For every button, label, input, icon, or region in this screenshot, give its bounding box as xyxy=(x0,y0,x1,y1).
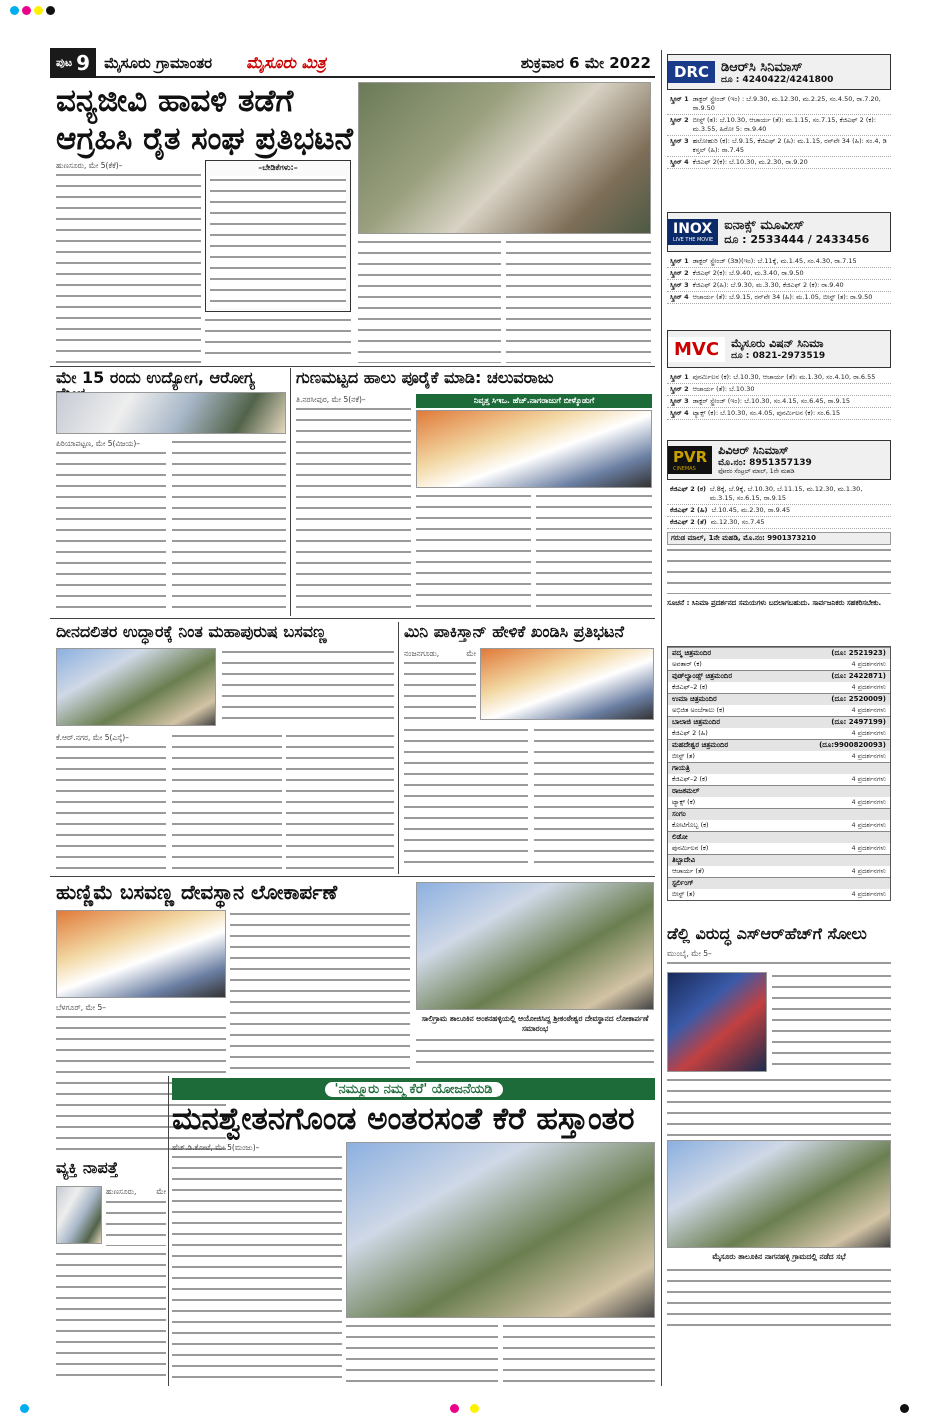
story7-dateline: ಹೆಚ್.ಡಿ.ಕೋಟೆ, ಮೇ 5(ಮಂಜು)– xyxy=(172,1143,260,1152)
listing-shows: 4 ಪ್ರದರ್ಶನಗಳು xyxy=(851,706,886,714)
story7-kicker: 'ನಮ್ಮೂರು ನಮ್ಮ ಕೆರೆ' ಯೋಜನೆಯಡಿ xyxy=(325,1082,503,1097)
listing-movie-title: ಕೆಜಿಎಫ್ 2 (ಹಿ) xyxy=(672,729,708,737)
story8-body-top xyxy=(106,1198,166,1246)
listing-movie-title: ಕೋಟಿಗೊಬ್ಬ (ಕ) xyxy=(672,821,709,829)
story5-photo xyxy=(480,648,654,720)
listing-movie xyxy=(668,659,890,670)
listing-theatre-phone: (ದೂ: 2521923) xyxy=(831,649,886,657)
listing-theatre-phone: (ದೂ:9900820093) xyxy=(819,741,886,749)
page-number: 9 xyxy=(76,51,91,75)
showtime-row: ಸ್ಕ್ರೀನ್ 1 ಡಾಕ್ಟರ್ ಸ್ಟ್ರೇಂಜ್ (3ಡಿ)(ಇಂ): ಬೆ.11ಕ್ಕೆ, ಮ.1.45, ಸಂ.4.30, ರಾ.7.15 xyxy=(667,256,891,268)
mvc-showtimes xyxy=(667,372,891,420)
registration-mark xyxy=(10,6,19,15)
page-number-box xyxy=(50,48,96,78)
pvr-address: ಫೋರಂ ಸೆಂಟ್ರಲ್ ಮಾಲ್, 1ನೇ ಮಹಡಿ xyxy=(718,468,795,475)
drc-name: ಡಿಆರ್‌ಸಿ ಸಿನಿಮಾಸ್ xyxy=(721,59,803,75)
listing-movie xyxy=(668,889,890,900)
demands-body xyxy=(210,176,346,308)
story2-photo xyxy=(56,392,286,434)
lead-body-col3 xyxy=(358,238,501,363)
story4-body-col1 xyxy=(56,743,166,871)
listing-theatre-phone: (ದೂ: 2497199) xyxy=(831,718,886,726)
listing-theatre-name: ಸಂಗಂ xyxy=(672,810,686,818)
inox-name: ಐನಾಕ್ಸ್ ಮೂವೀಸ್ xyxy=(724,217,805,233)
showtime-row: ಸ್ಕ್ರೀನ್ 1 ಪುನರ್ಮಿಲನ (ಕ): ಬೆ.10.30, ಆಚಾರ್ಯ (ತೆ): ಮ.1.30, ಸಂ.4.10, ರಾ.6.55 xyxy=(667,372,891,384)
story3-headline: ಗುಣಮಟ್ಟದ ಹಾಲು ಪೂರೈಕೆ ಮಾಡಿ: ಚಲುವರಾಜು xyxy=(296,368,554,387)
listing-movie xyxy=(668,774,890,785)
showtime-row: ಸ್ಕ್ರೀನ್ 1 ಡಾಕ್ಟರ್ ಸ್ಟ್ರೇಂಜ್ (ಇಂ) : ಬೆ.9.30, ಮ.12.30, ಮ.2.25, ಸಂ.4.50, ರಾ.7.20, ರಾ.9.50 xyxy=(667,94,891,115)
mvc-name: ಮೈಸೂರು ವಿಷನ್ ಸಿನಿಮಾ xyxy=(731,337,824,350)
demands-title: –ಬೇಡಿಕೆಗಳು:– xyxy=(258,163,298,172)
story5-body-col2 xyxy=(534,726,654,871)
issue-date: ಶುಕ್ರವಾರ 6 ಮೇ 2022 xyxy=(520,54,651,72)
showtime-row: ಸ್ಕ್ರೀನ್ 2 ಕೆಜಿಎಫ್ 2(ಕ): ಬೆ.9.40, ಮ.3.40, ರಾ.9.50 xyxy=(667,268,891,280)
listing-theatre xyxy=(668,762,890,774)
pvr-phone: ಮೊ.ನಂ: 8951357139 xyxy=(718,458,812,468)
divider xyxy=(168,1076,169,1386)
story8-body xyxy=(56,1250,166,1384)
listing-shows: 4 ಪ್ರದರ್ಶನಗಳು xyxy=(851,660,886,668)
story9-headline: ಡೆಲ್ಲಿ ವಿರುದ್ಧ ಎಸ್‌ಆರ್‌ಹೆಚ್‌ಗೆ ಸೋಲು xyxy=(667,924,867,943)
showtime-row: ಸ್ಕ್ರೀನ್ 4 ಆಚಾರ್ಯ (ತೆ): ಬೆ.9.15, ರನ್‌ವೇ 34 (ಹಿ): ಮ.1.05, ಬೀಸ್ಟ್ (ತ): ರಾ.9.50 xyxy=(667,292,891,304)
lead-body-col4 xyxy=(506,238,651,363)
inox-phone: ದೂ : 2533444 / 2433456 xyxy=(724,232,870,246)
listing-theatre-name: ಗಾಯತ್ರಿ xyxy=(672,764,690,772)
showtime-row: ಸ್ಕ್ರೀನ್ 3 ಹಲೋಹುರಿ (ಕ): ಬೆ.9.15, ಕೆಜಿಎಫ್ 2 (ಹಿ): ಮ.1.15, ರನ್‌ವೇ 34 (ಹಿ): ಸಂ.4, ಡಿ ಕಸ್ತಲ್ (ಹಿ): ರಾ.7.45 xyxy=(667,136,891,157)
story4-photo xyxy=(56,648,216,726)
listing-movie xyxy=(668,705,890,716)
lead-photo xyxy=(358,82,651,234)
story6-photo-right xyxy=(416,882,654,1010)
mvc-phone: ದೂ : 0821-2973519 xyxy=(731,351,826,361)
showtime-row: ಸ್ಕ್ರೀನ್ 2 ಬೀಸ್ಟ್ (ತ): ಬೆ.10.30, ಆಚಾರ್ಯ (ತೆ): ಮ.1.15, ಸಂ.7.15, ಕೆಜಿಎಫ್ 2 (ಕ): ಮ.3.55, ಹಿರೋ 5: ರಾ.9.40 xyxy=(667,115,891,136)
story7-body-col1 xyxy=(172,1153,342,1383)
story7-body-col2 xyxy=(346,1322,498,1382)
listing-movie xyxy=(668,728,890,739)
listing-theatre xyxy=(668,670,890,682)
listing-movie-title: ಅವತಾರ್ (ಕ) xyxy=(672,660,702,668)
listing-shows: 4 ಪ್ರದರ್ಶನಗಳು xyxy=(851,775,886,783)
demands-box xyxy=(205,160,351,312)
divider xyxy=(661,50,662,1386)
lead-headline-line2: ಆಗ್ರಹಿಸಿ ರೈತ ಸಂಘ ಪ್ರತಿಭಟನೆ xyxy=(56,121,353,157)
story9-photo xyxy=(667,972,767,1072)
story7-body-col3 xyxy=(503,1322,655,1382)
masthead: ಮೈಸೂರು ಮಿತ್ರ xyxy=(246,53,326,72)
page-header xyxy=(50,50,655,78)
listing-theatre-name: ಲಿಡೋ xyxy=(672,833,688,841)
story5-dateline: ನಂಜನಗೂಡು, ಮೇ xyxy=(404,649,476,658)
pvr-header xyxy=(667,440,891,480)
showtime-row: ಸ್ಕ್ರೀನ್ 4 ಕೆಜಿಎಫ್ 2(ಕ): ಬೆ.10.30, ಮ.2.30, ರಾ.9.20 xyxy=(667,157,891,169)
listing-shows: 4 ಪ್ರದರ್ಶನಗಳು xyxy=(851,729,886,737)
divider xyxy=(50,366,655,367)
story4-body-top xyxy=(222,648,394,728)
story3-dateline: ತಿ.ನರಸೀಪುರ, ಮೇ 5(ನಕೆ)– xyxy=(296,395,366,404)
listing-movie xyxy=(668,820,890,831)
listing-shows: 4 ಪ್ರದರ್ಶನಗಳು xyxy=(851,844,886,852)
lead-body-col1 xyxy=(56,171,201,363)
listing-shows: 4 ಪ್ರದರ್ಶನಗಳು xyxy=(851,821,886,829)
lead-dateline: ಹುಣಸೂರು, ಮೇ 5(ಕೆಕೆ)– xyxy=(56,161,123,170)
divider xyxy=(50,876,655,877)
section-title: ಮೈಸೂರು ಗ್ರಾಮಾಂತರ xyxy=(104,54,213,72)
story10-photo xyxy=(667,1140,891,1248)
listing-movie xyxy=(668,751,890,762)
story7-photo xyxy=(346,1142,655,1318)
mvc-header xyxy=(667,330,891,368)
registration-mark xyxy=(20,1404,29,1413)
listing-movie xyxy=(668,866,890,877)
story9-body xyxy=(667,1076,891,1136)
story2-dateline: ಪಿರಿಯಾಪಟ್ಟಣ, ಮೇ 5(ವಿಜಯ)– xyxy=(56,439,141,448)
listing-movie xyxy=(668,843,890,854)
story9-body-top xyxy=(667,959,891,969)
story4-headline: ದೀನದಲಿತರ ಉದ್ಧಾರಕ್ಕೆ ನಿಂತ ಮಹಾಪುರುಷ ಬಸವಣ್ಣ xyxy=(56,622,327,641)
listing-theatre xyxy=(668,877,890,889)
story2-body-col1 xyxy=(56,449,166,615)
listing-theatre xyxy=(668,739,890,751)
registration-mark xyxy=(22,6,31,15)
inox-header xyxy=(667,212,891,252)
listing-theatre xyxy=(668,693,890,705)
mvc-logo: MVC xyxy=(668,337,725,362)
page-word: ಪುಟ xyxy=(56,56,73,69)
story3-photo xyxy=(416,410,652,488)
cinema-notice: ಸೂಚನೆ : ಸಿನಿಮಾ ಪ್ರದರ್ಶನದ ಸಮಯಗಳು ಬದಲಾಗಬಹುದು. ಸಾರ್ವಜನಿಕರು ಸಹಕರಿಸಬೇಕು. xyxy=(667,599,882,607)
story6-dateline: ಬೆಳಗೂರ್, ಮೇ 5– xyxy=(56,1003,107,1012)
listing-theatre xyxy=(668,647,890,659)
listing-theatre-name: ಪದ್ಮ ಚಿತ್ರಮಂದಿರ xyxy=(672,649,712,657)
inox-logo: INOX xyxy=(673,221,713,237)
story8-photo xyxy=(56,1186,102,1244)
listing-shows: 4 ಪ್ರದರ್ಶನಗಳು xyxy=(851,867,886,875)
story7-kicker-band xyxy=(172,1078,655,1100)
story4-dateline: ಕೆ.ಆರ್.ನಗರ, ಮೇ 5(ಎಸ್ಕೆ)– xyxy=(56,733,129,742)
story8-headline: ವ್ಯಕ್ತಿ ನಾಪತ್ತೆ xyxy=(56,1158,119,1177)
story6-photo-caption: ಸಾಲಿಗ್ರಾಮ ತಾಲೂಕಿನ ಅಂಕನಹಳ್ಳಿಯಲ್ಲಿ ಆಯೋಜಿಸಿದ್ದ ಶ್ರೀಕಂಠೇಶ್ವರ ದೇವಸ್ಥಾನದ ಲೋಕಾರ್ಪಣೆ ಸಮಾರಂಭ xyxy=(421,1014,649,1033)
listing-movie-title: ಬೀಸ್ಟ್ (ತ) xyxy=(672,890,695,898)
drc-phone: ದೂ : 4240422/4241800 xyxy=(721,74,834,85)
listing-shows: 4 ಪ್ರದರ್ಶನಗಳು xyxy=(851,683,886,691)
story10-photo-caption: ಮೈಸೂರು ತಾಲೂಕಿನ ನಾಗನಹಳ್ಳಿ ಗ್ರಾಮದಲ್ಲಿ ನಡೆದ ಸಭೆ xyxy=(712,1252,846,1261)
inox-showtimes xyxy=(667,256,891,304)
story5-body-top xyxy=(404,659,476,721)
pvr-showtimes xyxy=(667,484,891,529)
story2-headline: ಮೇ 15 ರಂದು ಉದ್ಯೋಗ, ಆರೋಗ್ಯ xyxy=(56,368,255,387)
pvr-sub: CINEMAS xyxy=(673,466,696,472)
listing-movie-title: ಕೆಜಿಎಫ್–2 (ಕ) xyxy=(672,683,708,691)
story3-body-col2 xyxy=(416,492,531,615)
listing-movie xyxy=(668,682,890,693)
listing-theatre-phone: (ದೂ: 2422871) xyxy=(831,672,886,680)
story6-photo-left xyxy=(56,910,226,998)
listing-theatre-phone: (ದೂ: 2520009) xyxy=(831,695,886,703)
story6-headline: ಹುಣ್ಣಿಮೆ ಬಸವಣ್ಣ ದೇವಸ್ಥಾನ ಲೋಕಾರ್ಪಣೆ xyxy=(56,880,338,904)
lead-headline-line1: ವನ್ಯಜೀವಿ ಹಾವಳಿ ತಡೆಗೆ xyxy=(56,83,294,119)
showtime-row: ಕೆಜಿಎಫ್ 2 (ಹಿ) ಬೆ.10.45, ಮ.2.30, ರಾ.9.45 xyxy=(667,505,891,517)
story4-body-col2 xyxy=(172,732,282,871)
divider xyxy=(398,622,399,874)
drc-logo: DRC xyxy=(668,61,715,83)
story10-body xyxy=(667,1266,891,1332)
showtime-row: ಕೆಜಿಎಫ್ 2 (ಕ) ಬೆ.8ಕ್ಕೆ, ಬೆ.9ಕ್ಕೆ, ಬೆ.10.30, ಬೆ.11.15, ಮ.12.30, ಮ.1.30, ಮ.3.15, ಸಂ.6.15, ರಾ.9.15 xyxy=(667,484,891,505)
story5-body-col1 xyxy=(404,726,528,871)
listing-theatre-name: ಉಮಾ ಚಿತ್ರಮಂದಿರ xyxy=(672,695,717,703)
listing-shows: 4 ಪ್ರದರ್ಶನಗಳು xyxy=(851,890,886,898)
story3-caption-band: ನಿವೃತ್ತ ಸಿಇಒ. ಹೆಚ್.ನಾಗರಾಜುಗೆ ಬೀಳ್ಕೊಡುಗೆ xyxy=(416,394,652,408)
listing-theatre-name: ಸ್ಟರ್ಲಿಂಗ್ xyxy=(672,879,694,887)
listing-theatre xyxy=(668,808,890,820)
registration-mark xyxy=(46,6,55,15)
inox-tagline: LIVE THE MOVIE xyxy=(673,237,714,243)
showtime-row: ಸ್ಕ್ರೀನ್ 2 ಆಚಾರ್ಯ (ತೆ): ಬೆ.10.30 xyxy=(667,384,891,396)
story9-dateline: ಮುಂಬೈ, ಮೇ 5– xyxy=(667,949,712,958)
story9-body-side xyxy=(772,972,891,1072)
listing-shows: 4 ಪ್ರದರ್ಶನಗಳು xyxy=(851,798,886,806)
showtime-row: ಸ್ಕ್ರೀನ್ 4 ಟ್ಯಾಕ್ಸ್ (ಕ): ಬೆ.10.30, ಸಂ.4.05, ಪುನರ್ಮಿಲನ (ಕ): ಸಂ.6.15 xyxy=(667,408,891,420)
lead-body-col2 xyxy=(205,316,351,363)
listing-movie xyxy=(668,797,890,808)
listing-movie-title: ಕೆಜಿಎಫ್–2 (ಕ) xyxy=(672,775,708,783)
pvr-logo: PVR xyxy=(673,448,708,466)
listing-movie-title: ಟ್ಯಾಕ್ಸ್ (ಕ) xyxy=(672,798,696,806)
story8-dateline: ಹುಣಸೂರು, ಮೇ xyxy=(106,1187,166,1196)
listing-theatre-name: ಮಹದೇಶ್ವರ ಚಿತ್ರಮಂದಿರ xyxy=(672,741,729,749)
story5-headline: ಮಿನಿ ಪಾಕಿಸ್ತಾನ್ ಹೇಳಿಕೆ ಖಂಡಿಸಿ ಪ್ರತಿಭಟನೆ xyxy=(404,622,625,641)
listing-movie-title: ಆಚಾರ್ಯ (ತೆ) xyxy=(672,867,705,875)
drc-showtimes xyxy=(667,94,891,169)
divider xyxy=(50,618,655,619)
story6-body-right xyxy=(230,910,410,1070)
listing-theatre xyxy=(668,854,890,866)
registration-mark xyxy=(900,1404,909,1413)
listing-movie-title: ಪುನರ್ಮಿಲನ (ಕ) xyxy=(672,844,709,852)
listing-theatre-name: ವುಡ್‌ಲ್ಯಾಂಡ್ಸ್ ಚಿತ್ರಮಂದಿರ xyxy=(672,672,733,680)
registration-mark xyxy=(450,1404,459,1413)
listing-theatre xyxy=(668,716,890,728)
listing-movie-title: ಬೀಸ್ಟ್ (ತ) xyxy=(672,752,695,760)
registration-mark xyxy=(34,6,43,15)
listing-theatre-name: ಬಾಲಾಜಿ ಚಿತ್ರಮಂದಿರ xyxy=(672,718,721,726)
registration-mark xyxy=(470,1404,479,1413)
listing-theatre xyxy=(668,785,890,797)
pvr-mall: ಗರುಡ ಮಾಲ್, 1ನೇ ಮಹಡಿ, ಮೊ.ನಂ: 9901373210 xyxy=(667,532,891,545)
pvr-more-showtimes xyxy=(667,546,891,594)
showtime-row: ಕೆಜಿಎಫ್ 2 (ತೆ) ಮ.12.30, ಸಂ.7.45 xyxy=(667,517,891,529)
story7-headline: ಮನಶ್ವೇತನಗೊಂಡ ಅಂತರಸಂತೆ ಕೆರೆ ಹಸ್ತಾಂತರ xyxy=(172,1101,635,1137)
drc-header xyxy=(667,54,891,90)
story6-caption-continued xyxy=(416,1036,654,1072)
listing-theatre xyxy=(668,831,890,843)
listing-theatre-name: ತಿಬ್ಬಾದೇವಿ xyxy=(672,856,696,864)
listing-movie-title: ಅಭಿಜಿತ ಅಂಬೆಗಾಲು (ಕ) xyxy=(672,706,725,714)
theatre-listings xyxy=(667,646,891,901)
story3-body-col3 xyxy=(536,492,652,615)
showtime-row: ಸ್ಕ್ರೀನ್ 3 ಕೆಜಿಎಫ್ 2(ಹಿ): ಬೆ.9.30, ಮ.3.30, ಕೆಜಿಎಫ್ 2 (ಕ): ರಾ.9.40 xyxy=(667,280,891,292)
story2-body-col2 xyxy=(172,438,286,615)
showtime-row: ಸ್ಕ್ರೀನ್ 3 ಡಾಕ್ಟರ್ ಸ್ಟ್ರೇಂಜ್ (ಇಂ): ಬೆ.10.30, ಸಂ.4.15, ಸಂ.6.45, ರಾ.9.15 xyxy=(667,396,891,408)
pvr-name: ಪಿವಿಆರ್ ಸಿನಿಮಾಸ್ xyxy=(718,444,789,457)
story4-body-col3 xyxy=(286,732,394,871)
listing-shows: 4 ಪ್ರದರ್ಶನಗಳು xyxy=(851,752,886,760)
listing-theatre-name: ರಾಜಕಮಲ್ xyxy=(672,787,700,795)
divider xyxy=(290,368,291,616)
story3-body-col1 xyxy=(296,405,411,615)
